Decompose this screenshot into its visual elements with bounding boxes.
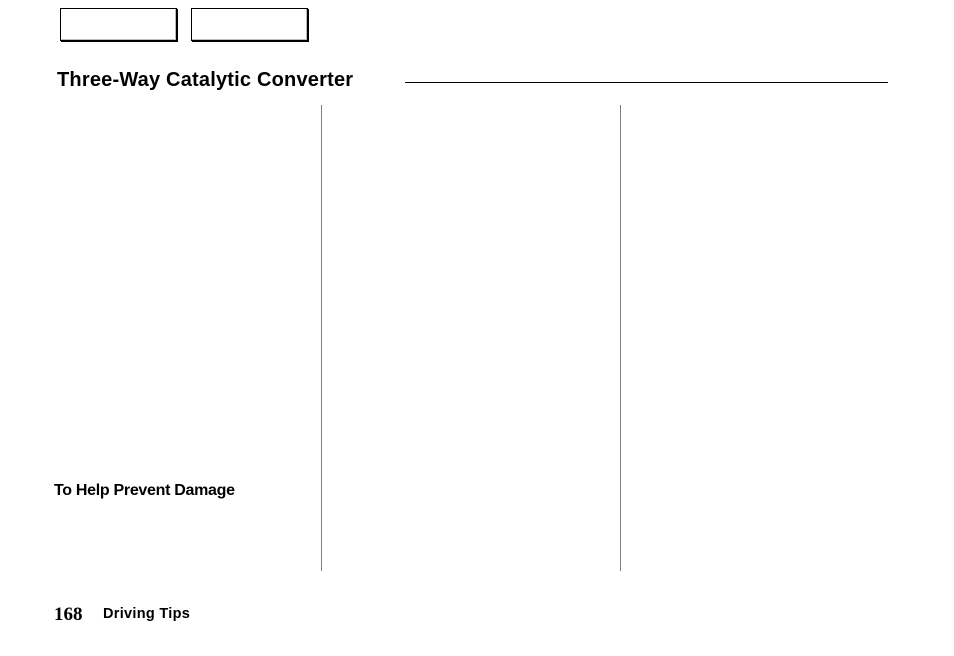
section-title: Three-Way Catalytic Converter xyxy=(57,69,354,91)
subheading-prevent-damage: To Help Prevent Damage xyxy=(54,482,235,499)
column-divider xyxy=(620,105,621,571)
next-page-button[interactable] xyxy=(191,8,308,41)
page-number: 168 xyxy=(54,604,83,625)
title-rule xyxy=(405,82,888,83)
footer-section-name: Driving Tips xyxy=(103,606,191,622)
column-divider xyxy=(321,105,322,571)
previous-page-button[interactable] xyxy=(60,8,177,41)
